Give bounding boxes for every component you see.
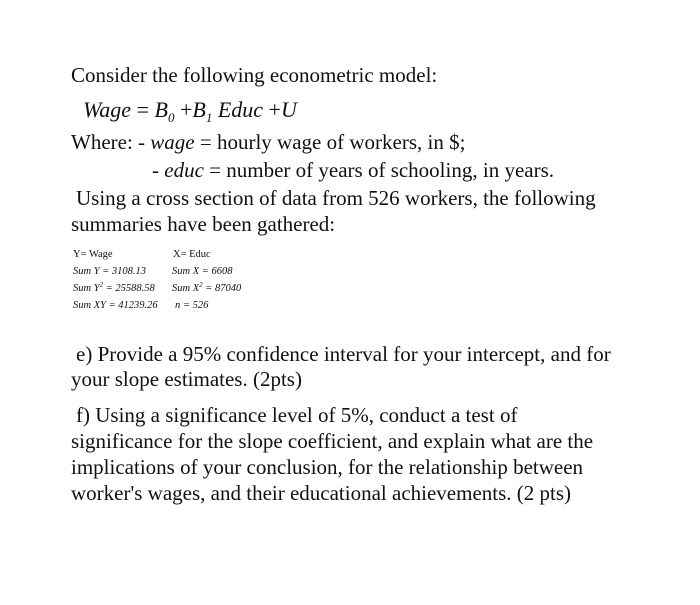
data-intro-line-2: summaries have been gathered: [71,212,336,236]
question-f-line-3: implications of your conclusion, for the relationship between [71,455,584,479]
summary-sum-x2 [172,282,241,296]
question-f-line-1: f) Using a significance level of 5%, conduct a test of [76,403,518,427]
model-b1: B [192,97,206,122]
summary-sum-y: Sum Y = 3108.13 [73,266,147,277]
model-plus-1: + [179,97,193,122]
where-label: Where: [71,130,133,154]
question-e-line-2: your slope estimates. (2pts) [71,367,302,391]
where-educ-definition: = number of years of schooling, in years. [209,158,554,182]
model-b1-subscript: 1 [205,110,213,125]
question-f-line-4: worker's wages, and their educational achievements. (2 pts) [71,481,572,505]
summary-sum-x2-value: = 87040 [205,283,242,294]
where-educ-dash: - [152,158,159,182]
model-equals: = [136,97,149,122]
where-educ-line [152,157,554,183]
where-wage-line [71,129,465,155]
model-b0-subscript: 0 [167,110,175,125]
model-lhs: Wage [83,97,132,122]
model-u: U [280,97,297,122]
model-plus-2: + [268,97,281,122]
summary-sum-y2 [73,282,155,296]
where-wage-var: wage [150,130,195,154]
question-e-line-1: e) Provide a 95% confidence interval for your intercept, and for [76,342,611,366]
where-wage-dash: - [138,130,146,154]
summary-sum-xy: Sum XY = 41239.26 [73,300,158,311]
summary-sum-x2-sup: 2 [199,281,203,289]
summary-x-label: X= Educ [173,249,211,260]
model-b0: B [154,97,168,122]
summary-sum-x: Sum X = 6608 [172,266,233,277]
intro-text: Consider the following econometric model: [71,63,438,87]
question-f-line-2: significance for the slope coefficient, and explain what are the [71,429,594,453]
summary-y-label: Y= Wage [73,249,113,260]
summary-sum-y2-label: Sum Y [73,283,100,294]
summary-sum-y2-sup: 2 [99,281,104,289]
data-intro-line-1: Using a cross section of data from 526 workers, the following [76,186,596,210]
summary-sum-y2-value: = 25588.58 [105,283,155,294]
where-wage-definition: = hourly wage of workers, in $; [199,130,466,154]
model-equation [83,97,297,126]
summary-n: n = 526 [175,300,209,311]
model-educ: Educ [217,97,264,122]
where-educ-var: educ [164,158,204,182]
summary-sum-x2-label: Sum X [172,283,200,294]
